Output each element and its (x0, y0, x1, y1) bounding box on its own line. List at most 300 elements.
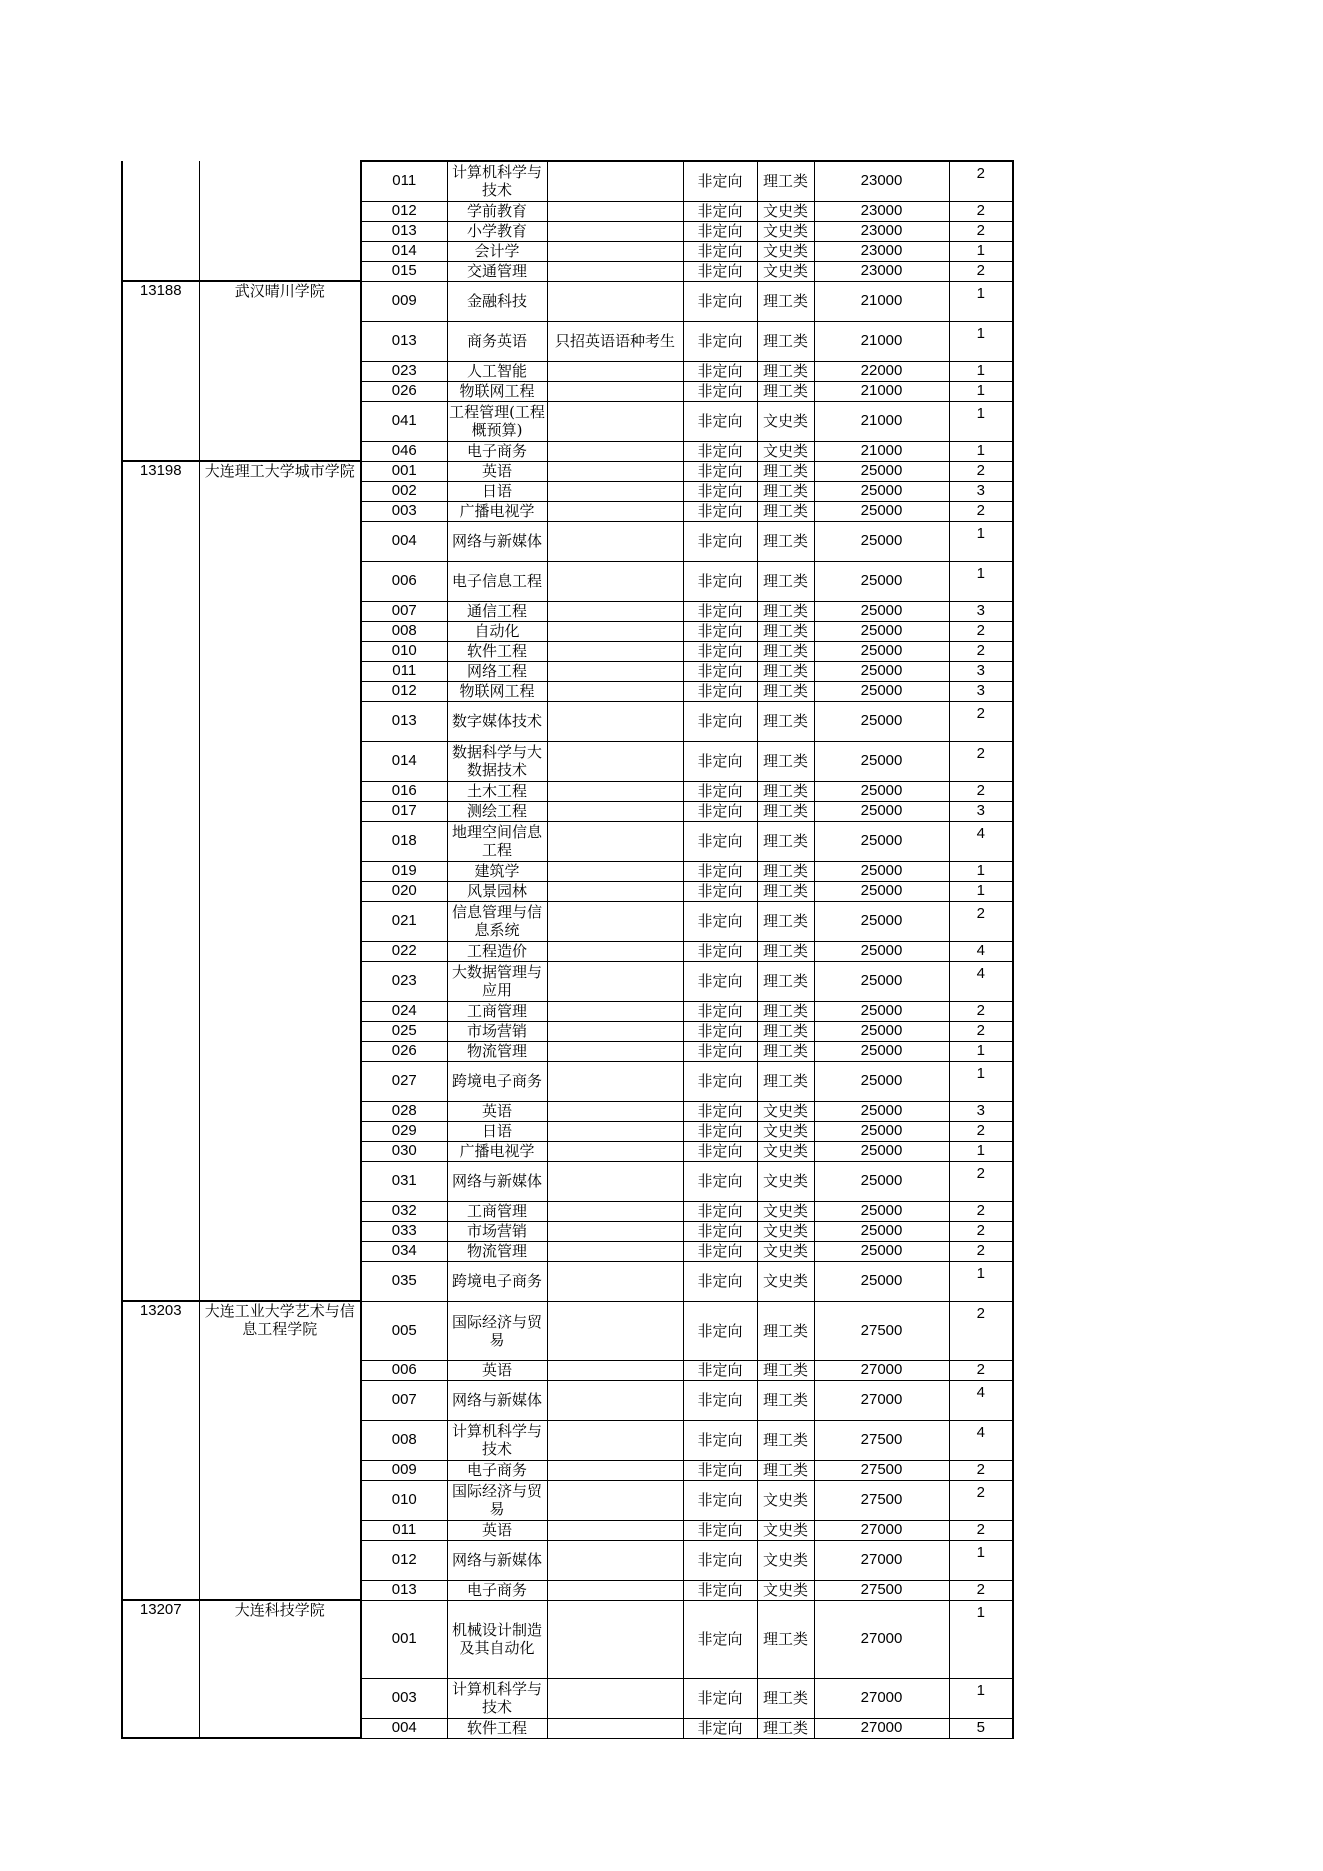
note-cell (547, 1041, 683, 1061)
plan-count-cell: 5 (949, 1718, 1013, 1738)
table-row (122, 1301, 1013, 1360)
note-cell (547, 1021, 683, 1041)
note-cell (547, 801, 683, 821)
tuition-cell: 23000 (814, 221, 949, 241)
tuition-cell: 25000 (814, 861, 949, 881)
note-cell (547, 1121, 683, 1141)
major-name-cell: 人工智能 (447, 361, 547, 381)
subject-category-cell: 理工类 (757, 661, 814, 681)
tuition-cell: 25000 (814, 1261, 949, 1301)
note-cell (547, 681, 683, 701)
enroll-type-cell: 非定向 (683, 1261, 757, 1301)
major-code-cell: 012 (361, 201, 447, 221)
plan-count-cell: 3 (949, 481, 1013, 501)
tuition-cell: 25000 (814, 781, 949, 801)
enroll-type-cell: 非定向 (683, 1221, 757, 1241)
plan-count-cell: 1 (949, 861, 1013, 881)
subject-category-cell: 理工类 (757, 961, 814, 1001)
note-cell (547, 1001, 683, 1021)
enroll-type-cell: 非定向 (683, 1241, 757, 1261)
plan-count-cell: 4 (949, 941, 1013, 961)
major-code-cell: 007 (361, 1380, 447, 1420)
tuition-cell: 25000 (814, 701, 949, 741)
major-code-cell: 021 (361, 901, 447, 941)
plan-count-cell: 2 (949, 1241, 1013, 1261)
major-name-cell: 英语 (447, 1101, 547, 1121)
major-code-cell: 025 (361, 1021, 447, 1041)
note-cell (547, 821, 683, 861)
major-name-cell: 跨境电子商务 (447, 1061, 547, 1101)
note-cell (547, 501, 683, 521)
enroll-type-cell: 非定向 (683, 801, 757, 821)
major-code-cell: 001 (361, 1600, 447, 1678)
major-code-cell: 014 (361, 741, 447, 781)
note-cell (547, 241, 683, 261)
plan-count-cell: 2 (949, 641, 1013, 661)
major-name-cell: 物流管理 (447, 1041, 547, 1061)
plan-count-cell: 4 (949, 1420, 1013, 1460)
tuition-cell: 21000 (814, 441, 949, 461)
enrollment-table (121, 160, 1012, 1739)
note-cell (547, 1420, 683, 1460)
major-name-cell: 通信工程 (447, 601, 547, 621)
subject-category-cell: 理工类 (757, 1021, 814, 1041)
enroll-type-cell: 非定向 (683, 901, 757, 941)
major-code-cell: 018 (361, 821, 447, 861)
enroll-type-cell: 非定向 (683, 641, 757, 661)
enroll-type-cell: 非定向 (683, 601, 757, 621)
enroll-type-cell: 非定向 (683, 1520, 757, 1540)
major-name-cell: 金融科技 (447, 281, 547, 321)
major-code-cell: 001 (361, 461, 447, 481)
tuition-cell: 25000 (814, 1161, 949, 1201)
major-name-cell: 会计学 (447, 241, 547, 261)
tuition-cell: 25000 (814, 621, 949, 641)
major-name-cell: 广播电视学 (447, 501, 547, 521)
major-code-cell: 010 (361, 641, 447, 661)
enroll-type-cell: 非定向 (683, 621, 757, 641)
major-code-cell: 028 (361, 1101, 447, 1121)
tuition-cell: 27500 (814, 1420, 949, 1460)
note-cell (547, 1161, 683, 1201)
subject-category-cell: 理工类 (757, 521, 814, 561)
enroll-type-cell: 非定向 (683, 661, 757, 681)
major-code-cell: 019 (361, 861, 447, 881)
note-cell (547, 701, 683, 741)
enroll-type-cell: 非定向 (683, 1540, 757, 1580)
note-cell (547, 1540, 683, 1580)
note-cell (547, 1580, 683, 1600)
tuition-cell: 27000 (814, 1600, 949, 1678)
enroll-type-cell: 非定向 (683, 1061, 757, 1101)
major-name-cell: 网络与新媒体 (447, 1380, 547, 1420)
note-cell (547, 601, 683, 621)
enroll-type-cell: 非定向 (683, 741, 757, 781)
major-code-cell: 007 (361, 601, 447, 621)
subject-category-cell: 文史类 (757, 1141, 814, 1161)
tuition-cell: 27000 (814, 1540, 949, 1580)
plan-count-cell: 3 (949, 801, 1013, 821)
subject-category-cell: 文史类 (757, 221, 814, 241)
plan-count-cell: 2 (949, 461, 1013, 481)
enroll-type-cell: 非定向 (683, 881, 757, 901)
note-cell (547, 1600, 683, 1678)
note-cell (547, 1141, 683, 1161)
subject-category-cell: 理工类 (757, 1460, 814, 1480)
note-cell (547, 1360, 683, 1380)
major-code-cell: 010 (361, 1480, 447, 1520)
plan-count-cell: 2 (949, 501, 1013, 521)
major-code-cell: 006 (361, 561, 447, 601)
plan-count-cell: 2 (949, 1161, 1013, 1201)
plan-count-cell: 4 (949, 821, 1013, 861)
major-code-cell: 008 (361, 621, 447, 641)
enroll-type-cell: 非定向 (683, 1420, 757, 1460)
enroll-type-cell: 非定向 (683, 441, 757, 461)
note-cell (547, 1480, 683, 1520)
enroll-type-cell: 非定向 (683, 461, 757, 481)
subject-category-cell: 文史类 (757, 1161, 814, 1201)
tuition-cell: 25000 (814, 801, 949, 821)
major-name-cell: 英语 (447, 461, 547, 481)
enroll-type-cell: 非定向 (683, 1001, 757, 1021)
tuition-cell: 23000 (814, 261, 949, 281)
subject-category-cell: 理工类 (757, 901, 814, 941)
plan-count-cell: 2 (949, 1021, 1013, 1041)
major-name-cell: 物流管理 (447, 1241, 547, 1261)
major-code-cell: 008 (361, 1420, 447, 1460)
tuition-cell: 25000 (814, 941, 949, 961)
major-code-cell: 012 (361, 1540, 447, 1580)
table-row (122, 281, 1013, 321)
subject-category-cell: 理工类 (757, 741, 814, 781)
major-name-cell: 电子商务 (447, 1460, 547, 1480)
enroll-type-cell: 非定向 (683, 1201, 757, 1221)
plan-count-cell: 1 (949, 1678, 1013, 1718)
major-code-cell: 023 (361, 361, 447, 381)
school-name-cell: 大连理工大学城市学院 (199, 461, 361, 1301)
note-cell (547, 1241, 683, 1261)
major-name-cell: 商务英语 (447, 321, 547, 361)
school-code-cell: 13207 (122, 1600, 199, 1738)
plan-count-cell: 1 (949, 281, 1013, 321)
note-cell (547, 1380, 683, 1420)
major-code-cell: 009 (361, 281, 447, 321)
plan-count-cell: 2 (949, 1520, 1013, 1540)
enroll-type-cell: 非定向 (683, 821, 757, 861)
note-cell (547, 441, 683, 461)
plan-count-cell: 2 (949, 161, 1013, 201)
major-code-cell: 022 (361, 941, 447, 961)
subject-category-cell: 文史类 (757, 1261, 814, 1301)
plan-count-cell: 3 (949, 661, 1013, 681)
major-code-cell: 009 (361, 1460, 447, 1480)
plan-count-cell: 1 (949, 241, 1013, 261)
enroll-type-cell: 非定向 (683, 1021, 757, 1041)
subject-category-cell: 文史类 (757, 441, 814, 461)
enroll-type-cell: 非定向 (683, 401, 757, 441)
tuition-cell: 25000 (814, 1241, 949, 1261)
table-row (122, 1600, 1013, 1678)
major-code-cell: 003 (361, 501, 447, 521)
plan-count-cell: 1 (949, 1061, 1013, 1101)
major-code-cell: 029 (361, 1121, 447, 1141)
note-cell (547, 161, 683, 201)
major-name-cell: 广播电视学 (447, 1141, 547, 1161)
tuition-cell: 27000 (814, 1678, 949, 1718)
major-code-cell: 004 (361, 521, 447, 561)
note-cell (547, 221, 683, 241)
enroll-type-cell: 非定向 (683, 321, 757, 361)
major-name-cell: 计算机科学与技术 (447, 1678, 547, 1718)
note-cell (547, 861, 683, 881)
major-name-cell: 小学教育 (447, 221, 547, 241)
school-code-cell: 13198 (122, 461, 199, 1301)
plan-count-cell: 2 (949, 741, 1013, 781)
major-name-cell: 电子商务 (447, 1580, 547, 1600)
major-name-cell: 信息管理与信息系统 (447, 901, 547, 941)
subject-category-cell: 理工类 (757, 1041, 814, 1061)
plan-count-cell: 2 (949, 1480, 1013, 1520)
major-code-cell: 013 (361, 701, 447, 741)
enroll-type-cell: 非定向 (683, 1301, 757, 1360)
tuition-cell: 21000 (814, 281, 949, 321)
plan-count-cell: 2 (949, 1460, 1013, 1480)
tuition-cell: 27500 (814, 1580, 949, 1600)
major-name-cell: 土木工程 (447, 781, 547, 801)
enroll-type-cell: 非定向 (683, 1360, 757, 1380)
school-code-cell (122, 161, 199, 281)
plan-count-cell: 3 (949, 601, 1013, 621)
major-name-cell: 软件工程 (447, 1718, 547, 1738)
major-code-cell: 026 (361, 1041, 447, 1061)
tuition-cell: 25000 (814, 1101, 949, 1121)
major-name-cell: 市场营销 (447, 1221, 547, 1241)
tuition-cell: 27000 (814, 1718, 949, 1738)
major-code-cell: 006 (361, 1360, 447, 1380)
tuition-cell: 27500 (814, 1480, 949, 1520)
tuition-cell: 23000 (814, 161, 949, 201)
subject-category-cell: 理工类 (757, 801, 814, 821)
note-cell (547, 1460, 683, 1480)
plan-count-cell: 2 (949, 1121, 1013, 1141)
school-name-cell (199, 161, 361, 281)
note-cell (547, 381, 683, 401)
subject-category-cell: 文史类 (757, 1201, 814, 1221)
note-cell (547, 361, 683, 381)
subject-category-cell: 理工类 (757, 461, 814, 481)
enroll-type-cell: 非定向 (683, 281, 757, 321)
major-name-cell: 网络工程 (447, 661, 547, 681)
tuition-cell: 25000 (814, 641, 949, 661)
subject-category-cell: 理工类 (757, 1301, 814, 1360)
note-cell (547, 1101, 683, 1121)
major-name-cell: 地理空间信息工程 (447, 821, 547, 861)
major-code-cell: 016 (361, 781, 447, 801)
plan-count-cell: 1 (949, 381, 1013, 401)
major-name-cell: 物联网工程 (447, 381, 547, 401)
major-name-cell: 网络与新媒体 (447, 1161, 547, 1201)
subject-category-cell: 文史类 (757, 1101, 814, 1121)
plan-count-cell: 1 (949, 321, 1013, 361)
plan-count-cell: 2 (949, 1301, 1013, 1360)
major-code-cell: 027 (361, 1061, 447, 1101)
note-cell (547, 1201, 683, 1221)
tuition-cell: 25000 (814, 1041, 949, 1061)
enroll-type-cell: 非定向 (683, 361, 757, 381)
subject-category-cell: 理工类 (757, 641, 814, 661)
subject-category-cell: 理工类 (757, 501, 814, 521)
major-name-cell: 跨境电子商务 (447, 1261, 547, 1301)
major-name-cell: 计算机科学与技术 (447, 161, 547, 201)
major-code-cell: 017 (361, 801, 447, 821)
major-name-cell: 日语 (447, 1121, 547, 1141)
major-name-cell: 日语 (447, 481, 547, 501)
enroll-type-cell: 非定向 (683, 521, 757, 561)
major-name-cell: 物联网工程 (447, 681, 547, 701)
major-code-cell: 011 (361, 661, 447, 681)
tuition-cell: 25000 (814, 881, 949, 901)
tuition-cell: 25000 (814, 681, 949, 701)
plan-count-cell: 1 (949, 521, 1013, 561)
tuition-cell: 27000 (814, 1380, 949, 1420)
major-name-cell: 工商管理 (447, 1001, 547, 1021)
note-cell (547, 881, 683, 901)
enroll-type-cell: 非定向 (683, 1101, 757, 1121)
major-code-cell: 031 (361, 1161, 447, 1201)
enroll-type-cell: 非定向 (683, 1141, 757, 1161)
major-name-cell: 建筑学 (447, 861, 547, 881)
note-cell (547, 741, 683, 781)
tuition-cell: 25000 (814, 561, 949, 601)
subject-category-cell: 理工类 (757, 1380, 814, 1420)
major-code-cell: 020 (361, 881, 447, 901)
tuition-cell: 25000 (814, 1201, 949, 1221)
enroll-type-cell: 非定向 (683, 1460, 757, 1480)
enroll-type-cell: 非定向 (683, 1678, 757, 1718)
subject-category-cell: 理工类 (757, 481, 814, 501)
major-name-cell: 工商管理 (447, 1201, 547, 1221)
major-code-cell: 034 (361, 1241, 447, 1261)
note-cell (547, 401, 683, 441)
plan-count-cell: 4 (949, 1380, 1013, 1420)
enroll-type-cell: 非定向 (683, 1718, 757, 1738)
major-name-cell: 网络与新媒体 (447, 1540, 547, 1580)
tuition-cell: 27500 (814, 1301, 949, 1360)
subject-category-cell: 理工类 (757, 1061, 814, 1101)
subject-category-cell: 理工类 (757, 621, 814, 641)
plan-count-cell: 1 (949, 441, 1013, 461)
note-cell (547, 1261, 683, 1301)
note-cell (547, 1301, 683, 1360)
enroll-type-cell: 非定向 (683, 561, 757, 601)
tuition-cell: 21000 (814, 381, 949, 401)
enroll-type-cell: 非定向 (683, 201, 757, 221)
tuition-cell: 22000 (814, 361, 949, 381)
plan-count-cell: 2 (949, 621, 1013, 641)
enroll-type-cell: 非定向 (683, 481, 757, 501)
subject-category-cell: 理工类 (757, 781, 814, 801)
subject-category-cell: 文史类 (757, 241, 814, 261)
major-code-cell: 004 (361, 1718, 447, 1738)
major-code-cell: 014 (361, 241, 447, 261)
enroll-type-cell: 非定向 (683, 261, 757, 281)
plan-count-cell: 2 (949, 1360, 1013, 1380)
note-cell (547, 941, 683, 961)
subject-category-cell: 理工类 (757, 681, 814, 701)
major-name-cell: 国际经济与贸易 (447, 1301, 547, 1360)
tuition-cell: 25000 (814, 901, 949, 941)
school-code-cell: 13203 (122, 1301, 199, 1600)
enroll-type-cell: 非定向 (683, 1480, 757, 1520)
note-cell (547, 1678, 683, 1718)
major-code-cell: 011 (361, 1520, 447, 1540)
note-cell (547, 901, 683, 941)
major-name-cell: 网络与新媒体 (447, 521, 547, 561)
enroll-type-cell: 非定向 (683, 221, 757, 241)
subject-category-cell: 理工类 (757, 161, 814, 201)
major-name-cell: 风景园林 (447, 881, 547, 901)
subject-category-cell: 理工类 (757, 1360, 814, 1380)
major-name-cell: 自动化 (447, 621, 547, 641)
enroll-type-cell: 非定向 (683, 1161, 757, 1201)
tuition-cell: 25000 (814, 1141, 949, 1161)
note-cell (547, 1520, 683, 1540)
plan-count-cell: 2 (949, 781, 1013, 801)
major-name-cell: 交通管理 (447, 261, 547, 281)
enroll-type-cell: 非定向 (683, 1121, 757, 1141)
tuition-cell: 25000 (814, 501, 949, 521)
tuition-cell: 25000 (814, 461, 949, 481)
plan-count-cell: 1 (949, 1600, 1013, 1678)
major-name-cell: 软件工程 (447, 641, 547, 661)
note-cell (547, 561, 683, 601)
major-name-cell: 国际经济与贸易 (447, 1480, 547, 1520)
plan-count-cell: 1 (949, 1041, 1013, 1061)
plan-count-cell: 1 (949, 361, 1013, 381)
subject-category-cell: 文史类 (757, 1121, 814, 1141)
plan-count-cell: 3 (949, 1101, 1013, 1121)
subject-category-cell: 理工类 (757, 601, 814, 621)
major-name-cell: 大数据管理与应用 (447, 961, 547, 1001)
enroll-type-cell: 非定向 (683, 861, 757, 881)
major-name-cell: 电子信息工程 (447, 561, 547, 601)
tuition-cell: 25000 (814, 961, 949, 1001)
major-code-cell: 026 (361, 381, 447, 401)
subject-category-cell: 理工类 (757, 881, 814, 901)
major-name-cell: 数字媒体技术 (447, 701, 547, 741)
major-code-cell: 013 (361, 321, 447, 361)
tuition-cell: 25000 (814, 481, 949, 501)
major-code-cell: 003 (361, 1678, 447, 1718)
plan-count-cell: 1 (949, 561, 1013, 601)
major-name-cell: 数据科学与大数据技术 (447, 741, 547, 781)
major-code-cell: 024 (361, 1001, 447, 1021)
plan-count-cell: 2 (949, 1001, 1013, 1021)
subject-category-cell: 理工类 (757, 1420, 814, 1460)
note-cell (547, 201, 683, 221)
major-code-cell: 015 (361, 261, 447, 281)
tuition-cell: 27000 (814, 1360, 949, 1380)
major-name-cell: 学前教育 (447, 201, 547, 221)
note-cell: 只招英语语种考生 (547, 321, 683, 361)
major-code-cell: 030 (361, 1141, 447, 1161)
note-cell (547, 1221, 683, 1241)
plan-count-cell: 1 (949, 1141, 1013, 1161)
subject-category-cell: 理工类 (757, 281, 814, 321)
plan-count-cell: 3 (949, 681, 1013, 701)
tuition-cell: 25000 (814, 741, 949, 781)
